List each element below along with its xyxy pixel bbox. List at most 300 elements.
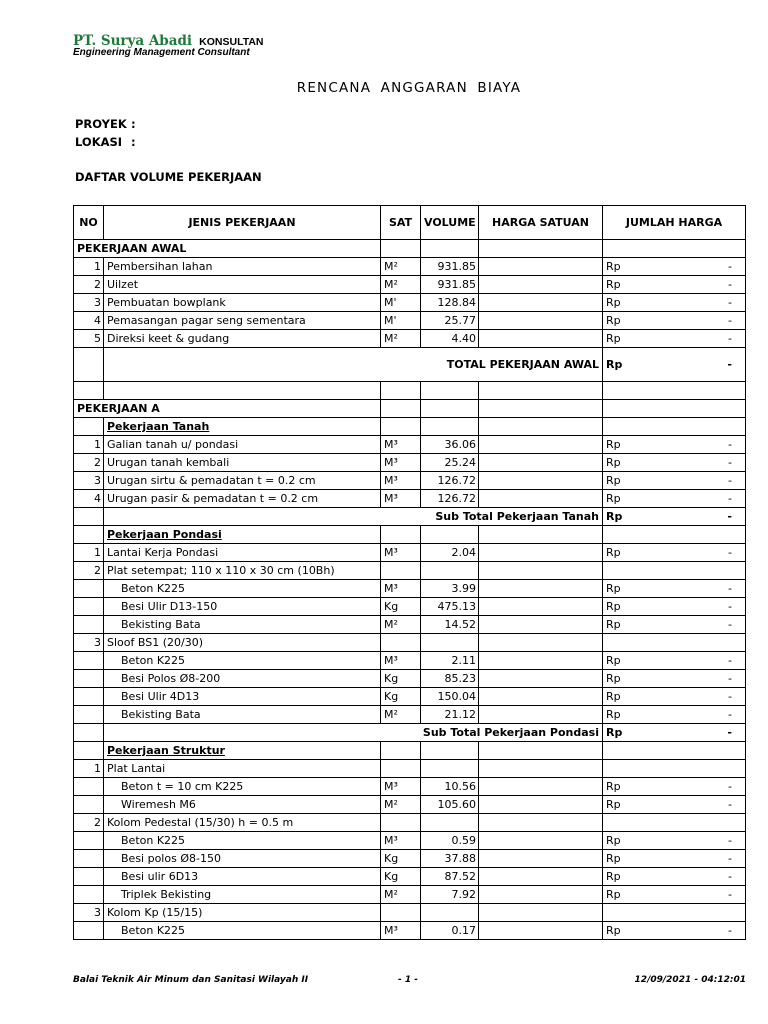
subtotal-row bbox=[74, 724, 746, 742]
jenis-cell bbox=[104, 742, 381, 760]
jumlah-cell bbox=[603, 760, 746, 778]
currency-label: Rp bbox=[606, 780, 621, 793]
jumlah-cell bbox=[603, 796, 746, 814]
amount-dash: - bbox=[728, 690, 732, 703]
sat-cell: M³ bbox=[381, 922, 421, 940]
amount-dash: - bbox=[728, 852, 732, 865]
amount-dash: - bbox=[728, 492, 732, 505]
header-volume: VOLUME bbox=[421, 206, 479, 240]
harga-cell bbox=[479, 832, 603, 850]
jenis-cell: Urugan pasir & pemadatan t = 0.2 cm bbox=[104, 490, 381, 508]
subitem-name: Beton K225 bbox=[121, 924, 186, 937]
project-label: PROYEK bbox=[75, 117, 127, 131]
jumlah-cell bbox=[603, 616, 746, 634]
no-cell bbox=[74, 580, 104, 598]
table-row bbox=[74, 922, 746, 940]
section-row bbox=[74, 400, 746, 418]
amount-dash: - bbox=[727, 510, 732, 523]
no-cell bbox=[74, 382, 104, 400]
subtotal-amount bbox=[606, 510, 742, 523]
volume-cell: 0.17 bbox=[421, 922, 479, 940]
harga-cell bbox=[479, 886, 603, 904]
table-row bbox=[74, 688, 746, 706]
jenis-cell bbox=[104, 706, 381, 724]
table-row bbox=[74, 706, 746, 724]
sat-cell bbox=[381, 562, 421, 580]
amount-dash: - bbox=[727, 726, 732, 739]
sat-cell: M³ bbox=[381, 778, 421, 796]
jenis-cell bbox=[104, 868, 381, 886]
sat-cell: M³ bbox=[381, 544, 421, 562]
no-cell: 4 bbox=[74, 312, 104, 330]
jumlah-amount bbox=[606, 474, 742, 487]
harga-cell bbox=[479, 382, 603, 400]
amount-dash: - bbox=[728, 780, 732, 793]
jumlah-cell bbox=[603, 348, 746, 382]
currency-label: Rp bbox=[606, 726, 623, 739]
no-cell bbox=[74, 706, 104, 724]
harga-cell bbox=[479, 904, 603, 922]
sat-cell: M² bbox=[381, 706, 421, 724]
currency-label: Rp bbox=[606, 278, 621, 291]
subitem-name: Besi polos Ø8-150 bbox=[121, 852, 221, 865]
sat-cell bbox=[381, 418, 421, 436]
subtotal-label: Sub Total Pekerjaan Pondasi bbox=[104, 724, 603, 742]
location-label: LOKASI bbox=[75, 135, 123, 149]
table-row bbox=[74, 276, 746, 294]
jumlah-amount bbox=[606, 798, 742, 811]
harga-cell bbox=[479, 778, 603, 796]
jenis-cell: Pembuatan bowplank bbox=[104, 294, 381, 312]
no-cell bbox=[74, 922, 104, 940]
sat-cell bbox=[381, 742, 421, 760]
jenis-cell bbox=[104, 796, 381, 814]
currency-label: Rp bbox=[606, 690, 621, 703]
jumlah-cell bbox=[603, 652, 746, 670]
no-cell: 1 bbox=[74, 760, 104, 778]
subitem-name: Bekisting Bata bbox=[121, 708, 201, 721]
jenis-cell bbox=[104, 778, 381, 796]
currency-label: Rp bbox=[606, 888, 621, 901]
currency-label: Rp bbox=[606, 314, 621, 327]
sat-cell bbox=[381, 382, 421, 400]
subitem-name: Bekisting Bata bbox=[121, 618, 201, 631]
subtotal-amount bbox=[606, 726, 742, 739]
no-cell: 2 bbox=[74, 454, 104, 472]
jumlah-cell bbox=[603, 544, 746, 562]
no-cell bbox=[74, 616, 104, 634]
sat-cell: Kg bbox=[381, 850, 421, 868]
header-no: NO bbox=[74, 206, 104, 240]
jenis-cell: Galian tanah u/ pondasi bbox=[104, 436, 381, 454]
table-row bbox=[74, 832, 746, 850]
subitem-name: Besi Ulir 4D13 bbox=[121, 690, 200, 703]
jenis-cell bbox=[104, 652, 381, 670]
section-cell bbox=[74, 400, 381, 418]
amount-dash: - bbox=[728, 332, 732, 345]
sat-cell: M² bbox=[381, 796, 421, 814]
jumlah-amount bbox=[606, 672, 742, 685]
volume-cell bbox=[421, 742, 479, 760]
jumlah-cell bbox=[603, 688, 746, 706]
currency-label: Rp bbox=[606, 600, 621, 613]
no-cell: 1 bbox=[74, 436, 104, 454]
jumlah-cell bbox=[603, 382, 746, 400]
jumlah-amount bbox=[606, 780, 742, 793]
harga-cell bbox=[479, 258, 603, 276]
subitem-name: Beton K225 bbox=[121, 654, 186, 667]
volume-cell: 25.77 bbox=[421, 312, 479, 330]
jenis-cell bbox=[104, 418, 381, 436]
subitem-name: Beton K225 bbox=[121, 834, 186, 847]
currency-label: Rp bbox=[606, 492, 621, 505]
jumlah-amount bbox=[606, 582, 742, 595]
jumlah-cell bbox=[603, 436, 746, 454]
currency-label: Rp bbox=[606, 924, 621, 937]
no-cell: 4 bbox=[74, 490, 104, 508]
table-row bbox=[74, 436, 746, 454]
document-title: RENCANA ANGGARAN BIAYA bbox=[296, 80, 522, 96]
harga-cell bbox=[479, 796, 603, 814]
jumlah-amount bbox=[606, 332, 742, 345]
jumlah-cell bbox=[603, 490, 746, 508]
jumlah-amount bbox=[606, 438, 742, 451]
table-header-row bbox=[74, 206, 746, 240]
subitem-name: Besi Ulir D13-150 bbox=[121, 600, 218, 613]
harga-cell bbox=[479, 814, 603, 832]
section-row bbox=[74, 240, 746, 258]
table-row bbox=[74, 454, 746, 472]
volume-cell: 128.84 bbox=[421, 294, 479, 312]
amount-dash: - bbox=[728, 924, 732, 937]
jenis-cell: Direksi keet & gudang bbox=[104, 330, 381, 348]
currency-label: Rp bbox=[606, 438, 621, 451]
sat-cell: M³ bbox=[381, 472, 421, 490]
no-cell bbox=[74, 598, 104, 616]
sat-cell: Kg bbox=[381, 670, 421, 688]
volume-cell: 4.40 bbox=[421, 330, 479, 348]
volume-cell: 475.13 bbox=[421, 598, 479, 616]
amount-dash: - bbox=[728, 296, 732, 309]
volume-cell: 87.52 bbox=[421, 868, 479, 886]
jenis-cell bbox=[104, 670, 381, 688]
table-row bbox=[74, 616, 746, 634]
harga-cell bbox=[479, 652, 603, 670]
total-label: TOTAL PEKERJAAN AWAL bbox=[104, 348, 603, 382]
volume-cell: 10.56 bbox=[421, 778, 479, 796]
jenis-cell bbox=[104, 850, 381, 868]
group-name: Pekerjaan Tanah bbox=[107, 420, 210, 433]
group-name: Pekerjaan Struktur bbox=[107, 744, 225, 757]
jumlah-cell bbox=[603, 742, 746, 760]
jumlah-amount bbox=[606, 278, 742, 291]
group-row bbox=[74, 742, 746, 760]
no-cell bbox=[74, 868, 104, 886]
subitem-name: Beton K225 bbox=[121, 582, 186, 595]
harga-cell bbox=[479, 922, 603, 940]
company-name: PT. Surya Abadi bbox=[73, 33, 193, 49]
volume-cell: 7.92 bbox=[421, 886, 479, 904]
currency-label: Rp bbox=[606, 260, 621, 273]
jumlah-amount bbox=[606, 492, 742, 505]
jumlah-cell bbox=[603, 850, 746, 868]
table-row bbox=[74, 544, 746, 562]
company-tagline: Engineering Management Consultant bbox=[73, 47, 250, 58]
currency-label: Rp bbox=[606, 708, 621, 721]
volume-cell: 2.04 bbox=[421, 544, 479, 562]
harga-cell bbox=[479, 670, 603, 688]
jumlah-cell bbox=[603, 312, 746, 330]
subitem-name: Wiremesh M6 bbox=[121, 798, 196, 811]
jenis-cell bbox=[104, 526, 381, 544]
volume-cell: 36.06 bbox=[421, 436, 479, 454]
footer-page-number: - 1 - bbox=[398, 975, 418, 985]
harga-cell bbox=[479, 616, 603, 634]
amount-dash: - bbox=[728, 618, 732, 631]
jumlah-cell bbox=[603, 562, 746, 580]
jenis-cell: Kolom Pedestal (15/30) h = 0.5 m bbox=[104, 814, 381, 832]
amount-dash: - bbox=[728, 314, 732, 327]
subitem-name: Besi ulir 6D13 bbox=[121, 870, 199, 883]
jumlah-cell bbox=[603, 886, 746, 904]
jumlah-cell bbox=[603, 276, 746, 294]
sat-cell: M² bbox=[381, 330, 421, 348]
sat-cell: M² bbox=[381, 886, 421, 904]
harga-cell bbox=[479, 580, 603, 598]
subtotal-label: Sub Total Pekerjaan Tanah bbox=[104, 508, 603, 526]
volume-cell: 85.23 bbox=[421, 670, 479, 688]
sat-cell bbox=[381, 760, 421, 778]
total-amount bbox=[606, 358, 742, 371]
harga-cell bbox=[479, 454, 603, 472]
harga-cell bbox=[479, 472, 603, 490]
harga-cell bbox=[479, 490, 603, 508]
volume-cell: 150.04 bbox=[421, 688, 479, 706]
no-cell: 3 bbox=[74, 634, 104, 652]
volume-cell: 21.12 bbox=[421, 706, 479, 724]
no-cell bbox=[74, 508, 104, 526]
harga-cell bbox=[479, 312, 603, 330]
jumlah-cell bbox=[603, 508, 746, 526]
jumlah-amount bbox=[606, 834, 742, 847]
currency-label: Rp bbox=[606, 672, 621, 685]
subitem-name: Besi Polos Ø8-200 bbox=[121, 672, 221, 685]
currency-label: Rp bbox=[606, 474, 621, 487]
volume-cell bbox=[421, 634, 479, 652]
currency-label: Rp bbox=[606, 358, 623, 371]
table-row bbox=[74, 850, 746, 868]
location-colon: : bbox=[131, 135, 136, 149]
currency-label: Rp bbox=[606, 852, 621, 865]
table-row bbox=[74, 580, 746, 598]
project-row bbox=[75, 117, 136, 131]
harga-cell bbox=[479, 526, 603, 544]
amount-dash: - bbox=[728, 546, 732, 559]
amount-dash: - bbox=[728, 708, 732, 721]
no-cell bbox=[74, 724, 104, 742]
table-row bbox=[74, 886, 746, 904]
jenis-cell: Kolom Kp (15/15) bbox=[104, 904, 381, 922]
table-row bbox=[74, 562, 746, 580]
jumlah-amount bbox=[606, 924, 742, 937]
table-row bbox=[74, 312, 746, 330]
section-name: PEKERJAAN AWAL bbox=[77, 242, 187, 255]
jenis-cell: Urugan tanah kembali bbox=[104, 454, 381, 472]
sat-cell bbox=[381, 904, 421, 922]
jumlah-amount bbox=[606, 654, 742, 667]
amount-dash: - bbox=[728, 798, 732, 811]
no-cell bbox=[74, 742, 104, 760]
no-cell bbox=[74, 670, 104, 688]
no-cell: 2 bbox=[74, 814, 104, 832]
jumlah-cell bbox=[603, 724, 746, 742]
harga-cell bbox=[479, 850, 603, 868]
volume-cell bbox=[421, 562, 479, 580]
amount-dash: - bbox=[728, 672, 732, 685]
sat-cell bbox=[381, 400, 421, 418]
no-cell bbox=[74, 688, 104, 706]
sat-cell: M³ bbox=[381, 580, 421, 598]
volume-cell: 3.99 bbox=[421, 580, 479, 598]
sat-cell: M³ bbox=[381, 436, 421, 454]
currency-label: Rp bbox=[606, 798, 621, 811]
footer-organization: Balai Teknik Air Minum dan Sanitasi Wilayah II bbox=[73, 975, 309, 985]
jumlah-cell bbox=[603, 868, 746, 886]
table-row bbox=[74, 652, 746, 670]
no-cell bbox=[74, 652, 104, 670]
amount-dash: - bbox=[728, 870, 732, 883]
jumlah-amount bbox=[606, 618, 742, 631]
jenis-cell: Plat Lantai bbox=[104, 760, 381, 778]
harga-cell bbox=[479, 294, 603, 312]
jumlah-cell bbox=[603, 670, 746, 688]
harga-cell bbox=[479, 400, 603, 418]
amount-dash: - bbox=[728, 888, 732, 901]
jumlah-cell bbox=[603, 400, 746, 418]
jenis-cell bbox=[104, 382, 381, 400]
table-row bbox=[74, 472, 746, 490]
amount-dash: - bbox=[728, 834, 732, 847]
jumlah-cell bbox=[603, 814, 746, 832]
sat-cell: M³ bbox=[381, 652, 421, 670]
jumlah-cell bbox=[603, 598, 746, 616]
jumlah-amount bbox=[606, 690, 742, 703]
no-cell bbox=[74, 832, 104, 850]
jumlah-amount bbox=[606, 456, 742, 469]
harga-cell bbox=[479, 706, 603, 724]
harga-cell bbox=[479, 544, 603, 562]
jumlah-cell bbox=[603, 258, 746, 276]
section-name: PEKERJAAN A bbox=[77, 402, 160, 415]
volume-cell: 931.85 bbox=[421, 258, 479, 276]
jenis-cell bbox=[104, 616, 381, 634]
table-row bbox=[74, 868, 746, 886]
jumlah-amount bbox=[606, 888, 742, 901]
harga-cell bbox=[479, 240, 603, 258]
amount-dash: - bbox=[728, 654, 732, 667]
sat-cell bbox=[381, 814, 421, 832]
currency-label: Rp bbox=[606, 296, 621, 309]
sat-cell bbox=[381, 634, 421, 652]
no-cell: 1 bbox=[74, 258, 104, 276]
volume-cell bbox=[421, 814, 479, 832]
no-cell: 1 bbox=[74, 544, 104, 562]
jumlah-amount bbox=[606, 870, 742, 883]
sat-cell: M³ bbox=[381, 454, 421, 472]
volume-cell bbox=[421, 418, 479, 436]
jenis-cell bbox=[104, 598, 381, 616]
jenis-cell: Pemasangan pagar seng sementara bbox=[104, 312, 381, 330]
table-row bbox=[74, 670, 746, 688]
sat-cell: M³ bbox=[381, 832, 421, 850]
amount-dash: - bbox=[728, 278, 732, 291]
jenis-cell: Sloof BS1 (20/30) bbox=[104, 634, 381, 652]
volume-cell: 14.52 bbox=[421, 616, 479, 634]
volume-table bbox=[73, 205, 746, 940]
volume-cell bbox=[421, 904, 479, 922]
sat-cell bbox=[381, 240, 421, 258]
group-row bbox=[74, 526, 746, 544]
harga-cell bbox=[479, 562, 603, 580]
jumlah-cell bbox=[603, 294, 746, 312]
table-row bbox=[74, 634, 746, 652]
table-row bbox=[74, 598, 746, 616]
jumlah-amount bbox=[606, 296, 742, 309]
header-harga-satuan: HARGA SATUAN bbox=[479, 206, 603, 240]
amount-dash: - bbox=[728, 600, 732, 613]
currency-label: Rp bbox=[606, 834, 621, 847]
volume-cell: 25.24 bbox=[421, 454, 479, 472]
jumlah-cell bbox=[603, 330, 746, 348]
table-row bbox=[74, 760, 746, 778]
header-jenis-pekerjaan: JENIS PEKERJAAN bbox=[104, 206, 381, 240]
table-row bbox=[74, 796, 746, 814]
jumlah-amount bbox=[606, 600, 742, 613]
jumlah-cell bbox=[603, 580, 746, 598]
jumlah-cell bbox=[603, 706, 746, 724]
jumlah-amount bbox=[606, 260, 742, 273]
amount-dash: - bbox=[727, 358, 732, 371]
jumlah-amount bbox=[606, 546, 742, 559]
no-cell: 2 bbox=[74, 562, 104, 580]
jenis-cell bbox=[104, 688, 381, 706]
table-row bbox=[74, 778, 746, 796]
currency-label: Rp bbox=[606, 546, 621, 559]
table-row bbox=[74, 294, 746, 312]
table-row bbox=[74, 258, 746, 276]
jenis-cell bbox=[104, 832, 381, 850]
currency-label: Rp bbox=[606, 654, 621, 667]
amount-dash: - bbox=[728, 260, 732, 273]
harga-cell bbox=[479, 436, 603, 454]
currency-label: Rp bbox=[606, 332, 621, 345]
footer-timestamp: 12/09/2021 - 04:12:01 bbox=[634, 975, 746, 985]
table-row bbox=[74, 330, 746, 348]
volume-cell bbox=[421, 400, 479, 418]
volume-cell: 0.59 bbox=[421, 832, 479, 850]
currency-label: Rp bbox=[606, 618, 621, 631]
currency-label: Rp bbox=[606, 456, 621, 469]
harga-cell bbox=[479, 742, 603, 760]
jumlah-amount bbox=[606, 852, 742, 865]
header-jumlah-harga: JUMLAH HARGA bbox=[603, 206, 746, 240]
subitem-name: Triplek Bekisting bbox=[121, 888, 212, 901]
subitem-name: Beton t = 10 cm K225 bbox=[121, 780, 244, 793]
harga-cell bbox=[479, 330, 603, 348]
harga-cell bbox=[479, 760, 603, 778]
jumlah-cell bbox=[603, 418, 746, 436]
jumlah-cell bbox=[603, 922, 746, 940]
